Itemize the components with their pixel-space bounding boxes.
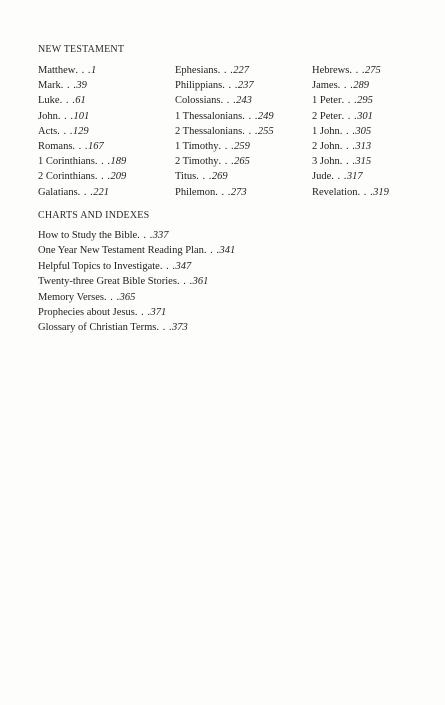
toc-entry: Galatians. . .221 [38, 186, 110, 198]
toc-entry: Colossians. . .243 [175, 95, 252, 107]
toc-entry: James. . .289 [312, 80, 370, 92]
toc-entry: Glossary of Christian Terms. . .373 [38, 322, 188, 334]
toc-entry: Romans. . .167 [38, 141, 104, 153]
toc-entry: 1 Thessalonians. . .249 [175, 110, 274, 122]
toc-entry: Luke. . .61 [38, 95, 86, 107]
charts-and-indexes-list [38, 228, 235, 336]
toc-entry: Twenty-three Great Bible Stories. . .361 [38, 276, 209, 288]
toc-entry: 3 John. . .315 [312, 156, 372, 168]
toc-entry: 1 Corinthians. . .189 [38, 156, 127, 168]
toc-entry: Memory Verses. . .365 [38, 291, 136, 303]
toc-entry: Acts. . .129 [38, 125, 89, 137]
toc-entry: 2 Peter. . .301 [312, 110, 373, 122]
toc-entry: Matthew. . .1 [38, 65, 97, 76]
toc-entry: Titus. . .269 [175, 171, 228, 183]
nt-column-2 [175, 63, 274, 200]
toc-entry: 1 Peter. . .295 [312, 95, 373, 107]
toc-entry: 1 John. . .305 [312, 125, 372, 137]
new-testament-heading: NEW TESTAMENT [38, 44, 125, 55]
toc-entry: Mark. . .39 [38, 80, 87, 92]
toc-entry: 2 Timothy. . .265 [175, 156, 250, 168]
nt-column-1 [38, 63, 126, 200]
toc-entry: Philemon. . .273 [175, 186, 247, 198]
toc-entry: One Year New Testament Reading Plan. . .341 [38, 245, 236, 257]
toc-entry: Philippians. . .237 [175, 80, 254, 92]
nt-column-3 [312, 63, 389, 200]
toc-entry: Revelation. . .319 [312, 186, 389, 198]
charts-and-indexes-heading: CHARTS AND INDEXES [38, 210, 150, 221]
toc-entry: 2 John. . .313 [312, 141, 372, 153]
toc-entry: 2 Thessalonians. . .255 [175, 125, 274, 137]
toc-entry: Helpful Topics to Investigate. . .347 [38, 260, 192, 272]
toc-entry: 1 Timothy. . .259 [175, 141, 250, 153]
toc-entry: Ephesians. . .227 [175, 65, 249, 76]
toc-entry: John. . .101 [38, 110, 90, 122]
toc-entry: Prophecies about Jesus. . .371 [38, 307, 167, 319]
toc-entry: How to Study the Bible. . .337 [38, 230, 169, 241]
toc-entry: Hebrews. . .275 [312, 65, 381, 76]
toc-entry: Jude. . .317 [312, 171, 363, 183]
toc-entry: 2 Corinthians. . .209 [38, 171, 127, 183]
